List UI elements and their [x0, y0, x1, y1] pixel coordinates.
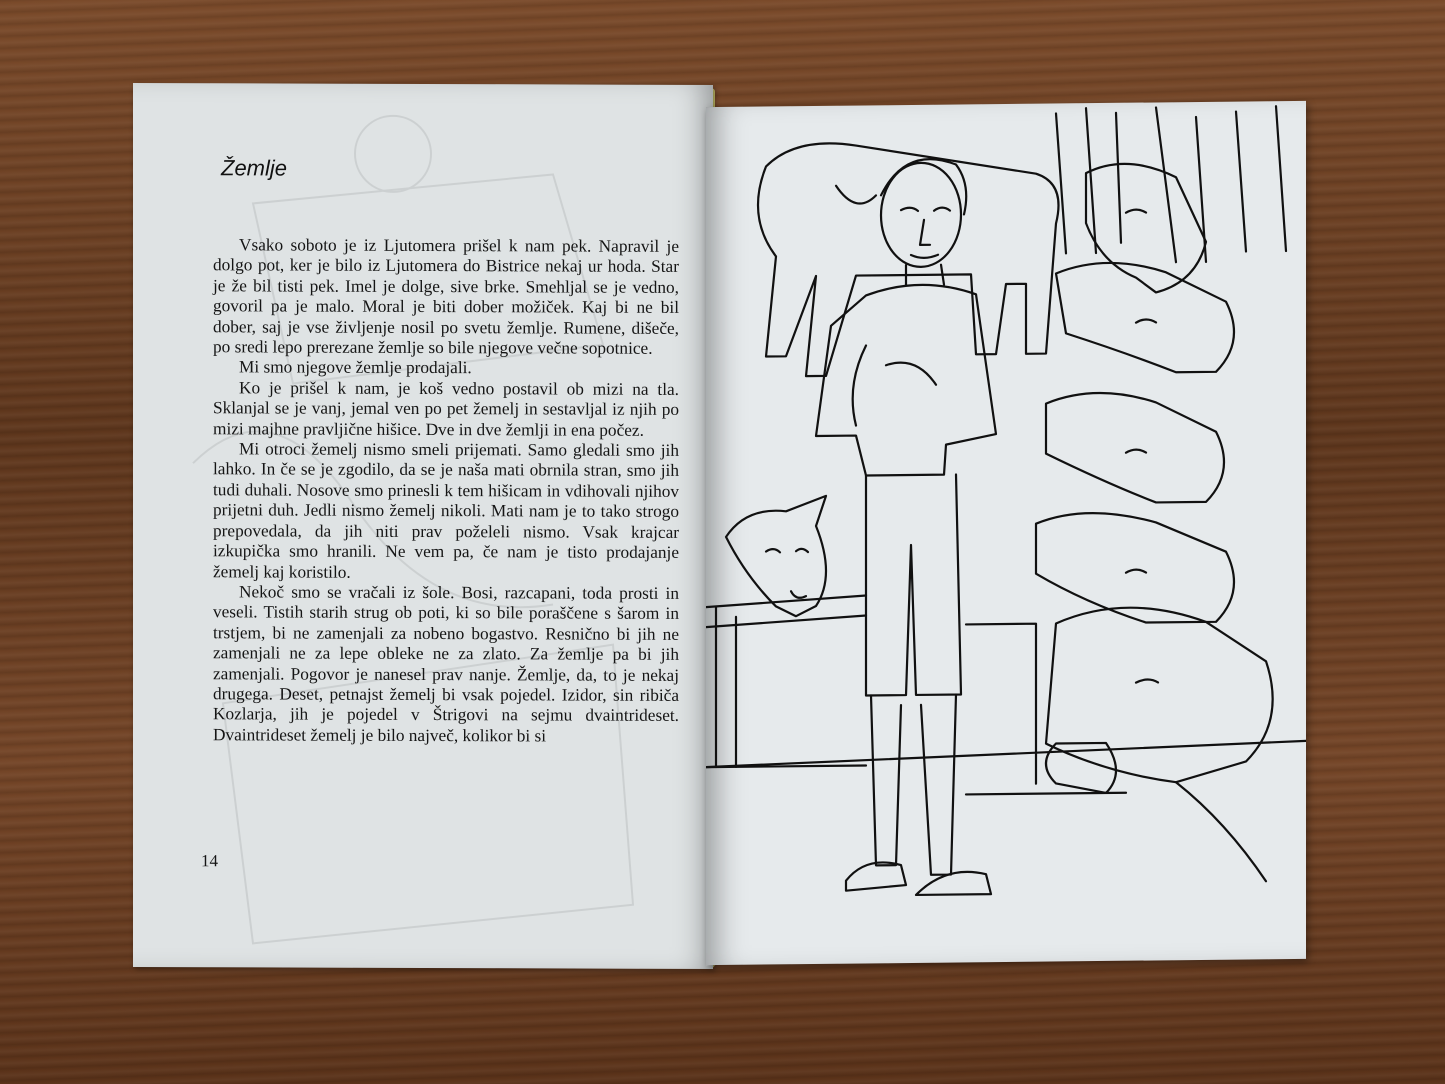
body-text [213, 235, 679, 747]
paragraph: Ko je prišel k nam, je koš vedno postavil ob mizi na tla. Sklanjal se je vanj, jemal ven po pet žemelj in sestavljal iz njih po mizi majhne pravljične hišice. Dve in dve žemlji in ena počez. [213, 378, 679, 440]
paragraph: Mi smo njegove žemlje prodajali. [239, 357, 472, 378]
right-page [706, 101, 1306, 965]
paragraph: Vsako soboto je iz Ljutomera prišel k nam pek. Napravil je dolgo pot, ker je bilo iz Ljutomera do Bistrice nekaj ur hoda. Star je že bil tisti pek. Imel je dolge, sive brke. Smehljal se je vedno, govoril pa je malo. Moral je biti dober možiček. Kaj bi ne bil dober, saj je vse življenje nosil po svetu žemlje. Rumene, dišeče, po sredi lepo prerezane žemlje so bile njegove večne sopotnice. [213, 235, 679, 358]
page-number: 14 [201, 851, 218, 871]
cow-background [758, 141, 1059, 377]
boy-with-cows-illustration [706, 101, 1306, 965]
paragraph: Nekoč smo se vračali iz šole. Bosi, razcapani, toda prosti in veseli. Tistih starih strug ob poti, ki so bile poraščene s šarom in trstjem, bi ne zamenjali za nobeno bogastvo. Resnično bi jih ne zamenjali ne za lepe obleke ne za zlato. Za žemlje pa bi jih zamenjali. Pogovor je nanesel prav nanje. Žemlje, da, to je nekaj drugega. Deset, petnajst žemelj bi vsak pojedel. Izidor, sin ribiča Kozlarja, jih je pojedel v Štrigovi na sejmu dvaintrideset. Dvaintrideset žemelj je bilo največ, kolikor bi si [213, 582, 679, 746]
cow-heads-right [1036, 162, 1273, 883]
ground-line [706, 741, 1306, 767]
boy-figure [816, 158, 996, 896]
left-page [133, 83, 713, 969]
hay-background [1056, 106, 1286, 263]
paragraph: Mi otroci žemelj nismo smeli prijemati. Samo gledali smo jih lahko. In če se je zgodilo, da se je naša mati obrnila stran, smo jih tudi duhali. Nosove smo prinesli k tem hišicam in vdihovali njihov prijetni duh. Jedli nismo žemelj nikoli. Mati nam je to tako strogo prepovedala, da jih niti prav poželeli nismo. Vsak krajcar izkupička smo hranili. Ne vem pa, če nam je tisto prodajanje žemelj kaj koristilo. [213, 439, 679, 582]
chapter-title: Žemlje [221, 155, 288, 181]
